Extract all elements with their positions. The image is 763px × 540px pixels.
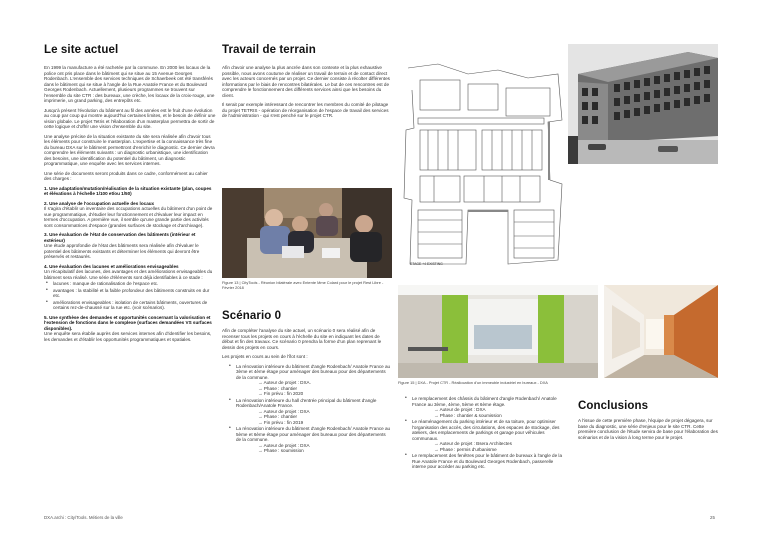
item-body: Il s'agira d'établir un inventaire des occupations actuelles du bâtiment d'un point de vue programmatique, d'étudier leur fonctionnement et d'évaluer leur impact en termes d'occupation. A première vue, il semble qu'une grande partie des activités sont consommatrices d'espace (grandes surfaces de stockage et d'archivage).: [44, 206, 213, 228]
left-column: [44, 44, 216, 346]
project-detail: → Auteur de projet : DXA: [258, 442, 310, 448]
paragraph: Jusqu'à présent l'évolution du bâtiment au fil des années est le fruit d'une évolution au coup par coup qui montre aujourd'hui certaines limites, et le besoin de définir une vision globale. Le projet Tetris et l'élaboration d'un masterplan permettra de sortir de cette logique et d'offrir une vision d'ensemble du site.: [44, 107, 216, 129]
item-heading: 4. Une évaluation des lacunes et améliorations envisageables: [44, 263, 179, 269]
paragraph: Les projets en cours au sein de l'îlot sont :: [222, 354, 308, 359]
item-heading: 1. Une adaptation/mutation/réalisation de la situation existante (plan, coupes et élévations à l'échelle 1/100 et/ou 1/50): [44, 185, 212, 196]
list-item: [236, 426, 392, 454]
project-detail: → Auteur de projet : DXA: [258, 408, 310, 414]
paragraph: En 1999 la manufacture a été rachetée par la commune. En 2000 les locaux de la police ont pris place dans le bâtiment qui se situe au 15 Avenue Georges Rodenbach. L'ensemble des services techniques de Schaerbeek ont été transférés dans le bâtiment qui se situe à l'angle de la Rue Anatole France et du Boulevard Georges Rodenbach. Actuellement, plusieurs programmes se trouvent sur l'ensemble du site CTR : des bureaux, une crèche, les locaux de la croix-rouge, une imprimerie, un grand parking, des entrepôts etc.: [44, 65, 215, 103]
section-title-conclusions: Conclusions: [578, 400, 649, 412]
plan-label: ETAGE +4 EXISTING: [410, 262, 443, 266]
list-item: • améliorations envisageables : isolation de certains bâtiments, ouvertures de certains rez-de-chaussé sur la rue etc. (voir scénarios).: [53, 300, 216, 311]
section-title-scenario: Scénario 0: [222, 310, 282, 322]
project-text: La rénovation intérieure du hall d'entrée principal du bâtiment d'angle Rodenbach/Anatole France.: [236, 397, 377, 408]
list-item: • lacunes : manque de rationalisation de l'espace etc.: [53, 281, 216, 287]
item-body: Une étude approfondie de l'état des bâtiments sera réalisée afin d'évaluer le potentiel des bâtiments existants et déterminer les éléments qui devront être préservés et restaurés.: [44, 243, 200, 259]
project-detail: → Phase : soumission: [258, 448, 304, 453]
corridor-photo-image: [604, 285, 718, 378]
paragraph: Afin d'avoir une analyse la plus ancrée dans son contexte et la plus exhaustive possible, nous avons coutume de réaliser un travail de terrain et de contact direct avec les acteurs concernés par un projet. Ce dernier consiste à récolter différentes informations par le biais de rencontres bilatérales. Le but de ces rencontres est de comprendre le fonctionnement des différents services ainsi que les besoins du client.: [222, 65, 390, 98]
list-item: • avantages : la stabilité et la faible profondeur des bâtiments construits en dur etc.: [53, 288, 216, 299]
section-title-site-actuel: Le site actuel: [44, 44, 119, 56]
conclusions-column: [578, 400, 718, 444]
meeting-photo-image: [222, 188, 392, 278]
building-photo-image: [568, 44, 718, 164]
project-detail: → Phase : chantier: [258, 385, 298, 391]
paragraph: Une analyse précise de la situation existante du site sera réalisée afin d'avoir tous les éléments pour construire le masterplan. L'expertise et la connaissance très fine du bureau DXA sur le bâtiment permettront d'enrichir le diagnostic. Ce dernier devra comprendre les éléments suivants : un diagnostic urbanistique, une identification des besoins, une identification du potentiel du bâtiment, un diagnostic programmatique, une enquête avec les services internes.: [44, 133, 215, 166]
building-photo: [568, 44, 718, 164]
paragraph: Une série de documents seront produits dans ce cadre, conformément au cahier des charges :: [44, 170, 208, 181]
item-body: Une enquête sera établie auprès des services internes afin d'identifier les besoins, les demandes et d'établir les opportunités programmatiques et spatiales.: [44, 331, 212, 342]
paragraph: Afin de compléter l'analyse du site actuel, un scénario 0 sera réalisé afin de recenser tous les projets en cours à l'échelle du site en indiquant les dates de début et fin des travaux. Ce scénario 0 prendra la forme d'un plan reprenant le dessin des projets en cours.: [222, 328, 382, 350]
list-item: [412, 453, 568, 470]
item-body: Un récapitulatif des lacunes, des avantages et des améliorations envisageables du bâtiment sera réalisé. Une série d'éléments sont déjà identifiables à ce stade :: [44, 269, 213, 280]
floor-plan-drawing: [398, 60, 566, 272]
bullet-list: [44, 281, 216, 311]
project-text: La rénovation intérieure du bâtiment d'angle Rodenbach/ Anatole France au 3ème et 4ème étage pour aménager des bureaux pour des départements de la commune.: [236, 363, 391, 380]
footer-text: DXA.archi : City/Tools. Métiers de la ville: [44, 515, 123, 520]
project-detail: → Phase : permis d'urbanisme: [434, 446, 497, 452]
list-item: [412, 419, 568, 452]
list-item: [236, 398, 392, 426]
project-detail: → Auteur de projet : DXA: [434, 407, 486, 412]
middle-column: [222, 44, 392, 123]
scenario-column: [222, 310, 392, 458]
project-text: Le remplacement des fenêtres pour le bâtiment de bureaux à l'angle de la Rue Anatole France et du Boulevard Georges Rodenbach, passerelle interne pour accéder au parking etc.: [412, 453, 563, 469]
project-detail: → Auteur de projet : DXA.: [258, 380, 311, 385]
item-heading: 5. Une synthèse des demandes et opportunités concernant la valorisation et l'extension de fonctions dans le complexe (surfaces demandées VS surfaces disponibles).: [44, 314, 212, 331]
projects-list: [222, 364, 392, 454]
item-heading: 3. Une évaluation de l'état de conservation des bâtiments (intérieur et extérieur): [44, 232, 196, 243]
paragraph: Il serait par exemple intéressant de rencontrer les membres du comité de pilotage du projet TETRIS - opération de réorganisation de l'espace de travail des services de l'administration - qui s'est penché sur le projet CTR.: [222, 102, 389, 118]
project-text: La rénovation intérieure du bâtiment d'angle Rodenbach/ Anatole France au 5ème et 6ème étage pour aménager des bureaux pour des départements de la commune.: [236, 426, 391, 442]
list-item: [412, 396, 568, 418]
page-number: 25: [710, 515, 715, 520]
project-text: Le réaménagement du parking intérieur et de sa toiture, pour optimiser l'organisation des accès, des circulations, des espaces de stockage, des ateliers, des emplacements de parkings et garage pour véhicules communaux.: [412, 419, 560, 441]
projects-list-right: [398, 396, 568, 470]
interior-photo: [398, 285, 598, 378]
paragraph: A l'issue de cette première phase, l'équipe de projet dégagera, sur base du diagnostic, une série d'enjeux pour le site CTR. Cette première conclusion de l'étude servira de base pour l'élaboration des scénarios et de la vision à long terme pour le projet.: [578, 418, 718, 440]
meeting-photo: [222, 188, 392, 278]
floor-plan: [398, 60, 566, 272]
project-detail: → Phase : chantier: [258, 414, 298, 419]
projects-right-column: [398, 396, 568, 474]
section-title-travail-terrain: Travail de terrain: [222, 44, 316, 56]
list-item: [236, 364, 392, 397]
project-text: Le remplacement des châssis du bâtiment d'angle Rodenbach/ Anatole France au 3ème, 4ème, 5ème et 6ème étage.: [412, 396, 557, 407]
project-detail: → Auteur de projet : Bsera Architectes: [434, 441, 512, 446]
project-detail: → Fin prévu : fin 2020: [258, 391, 304, 396]
interior-photo-image: [398, 285, 598, 378]
project-detail: → Fin prévu : fin 2019: [258, 419, 304, 425]
item-heading: 2. Une analyse de l'occupation actuelle des locaux: [44, 200, 155, 206]
project-detail: → Phase : chantier & soumission: [434, 412, 502, 418]
figure-caption-15: Figure 15 | DXA - Projet CTR - Réallocation d'un immeuble industriel en bureaux - DXA: [398, 380, 548, 385]
corridor-photo: [604, 285, 718, 378]
figure-caption-13: Figure 13 | CityTools - Réunion bilatérale avec Entente Mme Colard pour le projet Rest Libre - Février 2018: [222, 280, 384, 290]
